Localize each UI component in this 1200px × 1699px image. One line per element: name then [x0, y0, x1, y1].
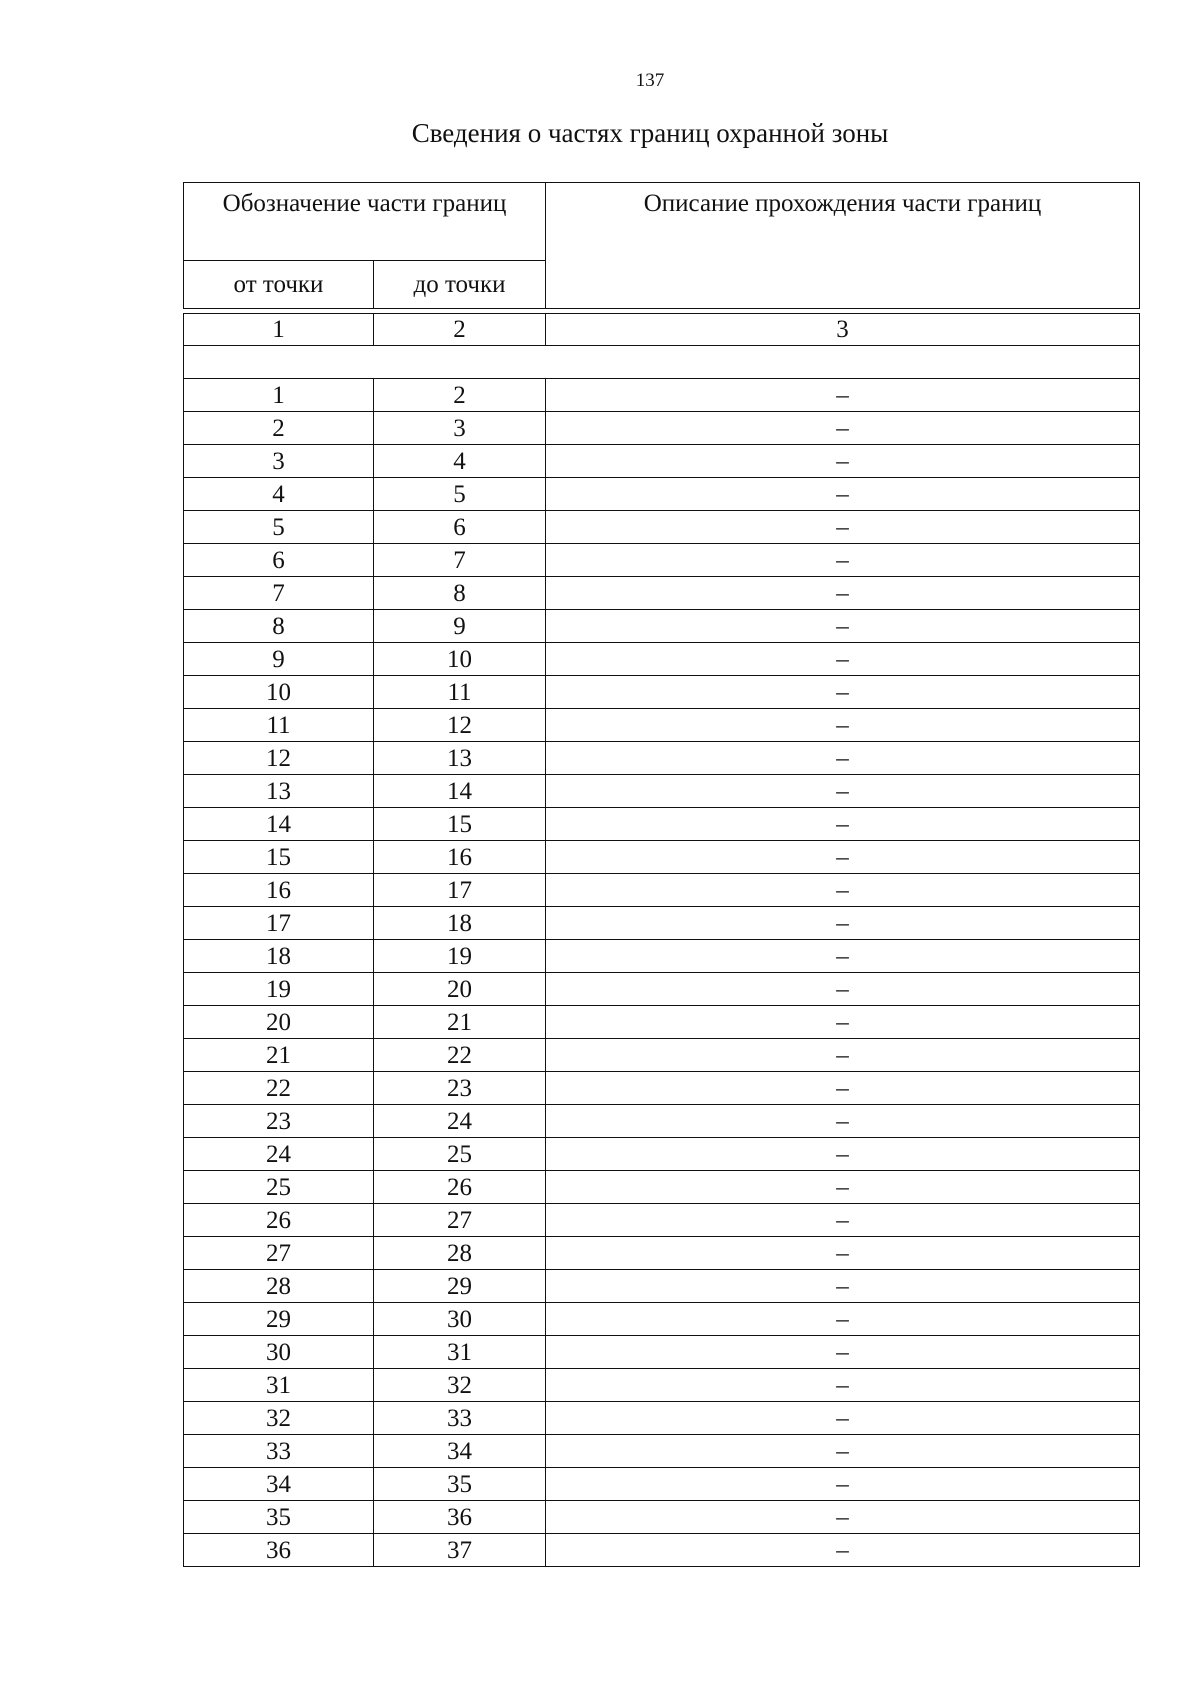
- from-point-cell: 11: [184, 709, 374, 742]
- description-cell: –: [546, 478, 1140, 511]
- description-cell: –: [546, 1402, 1140, 1435]
- to-point-cell: 10: [374, 643, 546, 676]
- description-cell: –: [546, 1468, 1140, 1501]
- table-row: [184, 1105, 1140, 1138]
- to-point-cell: 36: [374, 1501, 546, 1534]
- description-cell: –: [546, 577, 1140, 610]
- to-point-cell: 3: [374, 412, 546, 445]
- table-row: [184, 1204, 1140, 1237]
- from-point-cell: 5: [184, 511, 374, 544]
- to-point-cell: 23: [374, 1072, 546, 1105]
- from-point-cell: 6: [184, 544, 374, 577]
- from-point-cell: 12: [184, 742, 374, 775]
- boundary-parts-table: [183, 182, 1140, 1567]
- to-point-cell: 9: [374, 610, 546, 643]
- to-point-cell: 31: [374, 1336, 546, 1369]
- to-point-cell: 20: [374, 973, 546, 1006]
- description-cell: –: [546, 1534, 1140, 1567]
- empty-cell: [184, 346, 1140, 379]
- table-row: [184, 643, 1140, 676]
- to-point-cell: 11: [374, 676, 546, 709]
- description-cell: –: [546, 775, 1140, 808]
- to-point-cell: 2: [374, 379, 546, 412]
- table-row: [184, 709, 1140, 742]
- from-point-cell: 25: [184, 1171, 374, 1204]
- from-point-cell: 23: [184, 1105, 374, 1138]
- table-row: [184, 1270, 1140, 1303]
- description-cell: –: [546, 610, 1140, 643]
- table-row: [184, 676, 1140, 709]
- from-point-cell: 10: [184, 676, 374, 709]
- table-row: [184, 1303, 1140, 1336]
- page-number: 137: [635, 70, 665, 91]
- to-point-cell: 4: [374, 445, 546, 478]
- from-point-cell: 15: [184, 841, 374, 874]
- description-cell: –: [546, 1006, 1140, 1039]
- document-title: Сведения о частях границ охранной зоны: [411, 118, 889, 148]
- description-cell: –: [546, 1237, 1140, 1270]
- table-row: [184, 1534, 1140, 1567]
- column-number-3: 3: [546, 314, 1140, 346]
- to-point-cell: 6: [374, 511, 546, 544]
- table-row: [184, 841, 1140, 874]
- from-point-cell: 29: [184, 1303, 374, 1336]
- from-point-cell: 20: [184, 1006, 374, 1039]
- from-point-cell: 13: [184, 775, 374, 808]
- from-point-cell: 2: [184, 412, 374, 445]
- to-point-cell: 7: [374, 544, 546, 577]
- from-point-cell: 30: [184, 1336, 374, 1369]
- description-cell: –: [546, 1138, 1140, 1171]
- from-point-cell: 9: [184, 643, 374, 676]
- table-row: [184, 907, 1140, 940]
- table-row: [184, 973, 1140, 1006]
- to-point-cell: 21: [374, 1006, 546, 1039]
- from-point-cell: 1: [184, 379, 374, 412]
- from-point-cell: 3: [184, 445, 374, 478]
- description-cell: –: [546, 940, 1140, 973]
- to-point-cell: 13: [374, 742, 546, 775]
- column-number-2: 2: [374, 314, 546, 346]
- table-row: [184, 478, 1140, 511]
- from-point-cell: 8: [184, 610, 374, 643]
- description-cell: –: [546, 742, 1140, 775]
- description-cell: –: [546, 1072, 1140, 1105]
- from-point-cell: 21: [184, 1039, 374, 1072]
- from-point-cell: 34: [184, 1468, 374, 1501]
- description-cell: –: [546, 445, 1140, 478]
- column-number-row: [184, 314, 1140, 346]
- column-number-1: 1: [184, 314, 374, 346]
- from-point-cell: 16: [184, 874, 374, 907]
- to-point-cell: 18: [374, 907, 546, 940]
- description-cell: –: [546, 1501, 1140, 1534]
- to-point-cell: 12: [374, 709, 546, 742]
- table-row: [184, 412, 1140, 445]
- description-cell: –: [546, 1270, 1140, 1303]
- table-row: [184, 1171, 1140, 1204]
- header-row: [184, 183, 1140, 261]
- to-point-cell: 33: [374, 1402, 546, 1435]
- to-point-cell: 5: [374, 478, 546, 511]
- table-row: [184, 1006, 1140, 1039]
- table-row: [184, 445, 1140, 478]
- table-row: [184, 742, 1140, 775]
- description-cell: –: [546, 709, 1140, 742]
- to-point-cell: 26: [374, 1171, 546, 1204]
- from-point-cell: 14: [184, 808, 374, 841]
- description-cell: –: [546, 973, 1140, 1006]
- from-point-cell: 32: [184, 1402, 374, 1435]
- to-point-cell: 37: [374, 1534, 546, 1567]
- from-point-cell: 17: [184, 907, 374, 940]
- description-cell: –: [546, 907, 1140, 940]
- description-cell: –: [546, 874, 1140, 907]
- table-row: [184, 1237, 1140, 1270]
- table-row: [184, 511, 1140, 544]
- to-point-cell: 22: [374, 1039, 546, 1072]
- description-cell: –: [546, 379, 1140, 412]
- to-point-cell: 28: [374, 1237, 546, 1270]
- table-row: [184, 577, 1140, 610]
- description-cell: –: [546, 1105, 1140, 1138]
- table-row: [184, 1435, 1140, 1468]
- description-cell: –: [546, 1039, 1140, 1072]
- to-point-cell: 29: [374, 1270, 546, 1303]
- empty-row: [184, 346, 1140, 379]
- description-cell: –: [546, 1303, 1140, 1336]
- boundary-parts-table-container: [183, 182, 1140, 1567]
- table-row: [184, 808, 1140, 841]
- table-row: [184, 940, 1140, 973]
- from-point-cell: 31: [184, 1369, 374, 1402]
- header-boundary-description: Описание прохождения части границ: [546, 183, 1140, 309]
- table-row: [184, 874, 1140, 907]
- to-point-cell: 27: [374, 1204, 546, 1237]
- description-cell: –: [546, 1204, 1140, 1237]
- to-point-cell: 32: [374, 1369, 546, 1402]
- from-point-cell: 24: [184, 1138, 374, 1171]
- header-from-point: от точки: [184, 261, 374, 309]
- from-point-cell: 28: [184, 1270, 374, 1303]
- from-point-cell: 35: [184, 1501, 374, 1534]
- from-point-cell: 18: [184, 940, 374, 973]
- table-row: [184, 1336, 1140, 1369]
- to-point-cell: 35: [374, 1468, 546, 1501]
- to-point-cell: 8: [374, 577, 546, 610]
- description-cell: –: [546, 412, 1140, 445]
- from-point-cell: 4: [184, 478, 374, 511]
- to-point-cell: 17: [374, 874, 546, 907]
- table-row: [184, 1402, 1140, 1435]
- description-cell: –: [546, 643, 1140, 676]
- description-cell: –: [546, 511, 1140, 544]
- from-point-cell: 27: [184, 1237, 374, 1270]
- description-cell: –: [546, 676, 1140, 709]
- table-row: [184, 775, 1140, 808]
- description-cell: –: [546, 841, 1140, 874]
- table-row: [184, 1138, 1140, 1171]
- description-cell: –: [546, 544, 1140, 577]
- description-cell: –: [546, 1369, 1140, 1402]
- table-row: [184, 1468, 1140, 1501]
- table-row: [184, 1369, 1140, 1402]
- description-cell: –: [546, 808, 1140, 841]
- from-point-cell: 22: [184, 1072, 374, 1105]
- table-row: [184, 610, 1140, 643]
- from-point-cell: 36: [184, 1534, 374, 1567]
- table-row: [184, 1039, 1140, 1072]
- to-point-cell: 25: [374, 1138, 546, 1171]
- header-boundary-designation: Обозначение части границ: [184, 183, 546, 261]
- to-point-cell: 16: [374, 841, 546, 874]
- from-point-cell: 7: [184, 577, 374, 610]
- table-row: [184, 1072, 1140, 1105]
- table-row: [184, 544, 1140, 577]
- to-point-cell: 19: [374, 940, 546, 973]
- description-cell: –: [546, 1435, 1140, 1468]
- to-point-cell: 24: [374, 1105, 546, 1138]
- description-cell: –: [546, 1336, 1140, 1369]
- to-point-cell: 15: [374, 808, 546, 841]
- to-point-cell: 14: [374, 775, 546, 808]
- from-point-cell: 19: [184, 973, 374, 1006]
- table-row: [184, 379, 1140, 412]
- from-point-cell: 26: [184, 1204, 374, 1237]
- to-point-cell: 34: [374, 1435, 546, 1468]
- header-to-point: до точки: [374, 261, 546, 309]
- table-row: [184, 1501, 1140, 1534]
- to-point-cell: 30: [374, 1303, 546, 1336]
- from-point-cell: 33: [184, 1435, 374, 1468]
- description-cell: –: [546, 1171, 1140, 1204]
